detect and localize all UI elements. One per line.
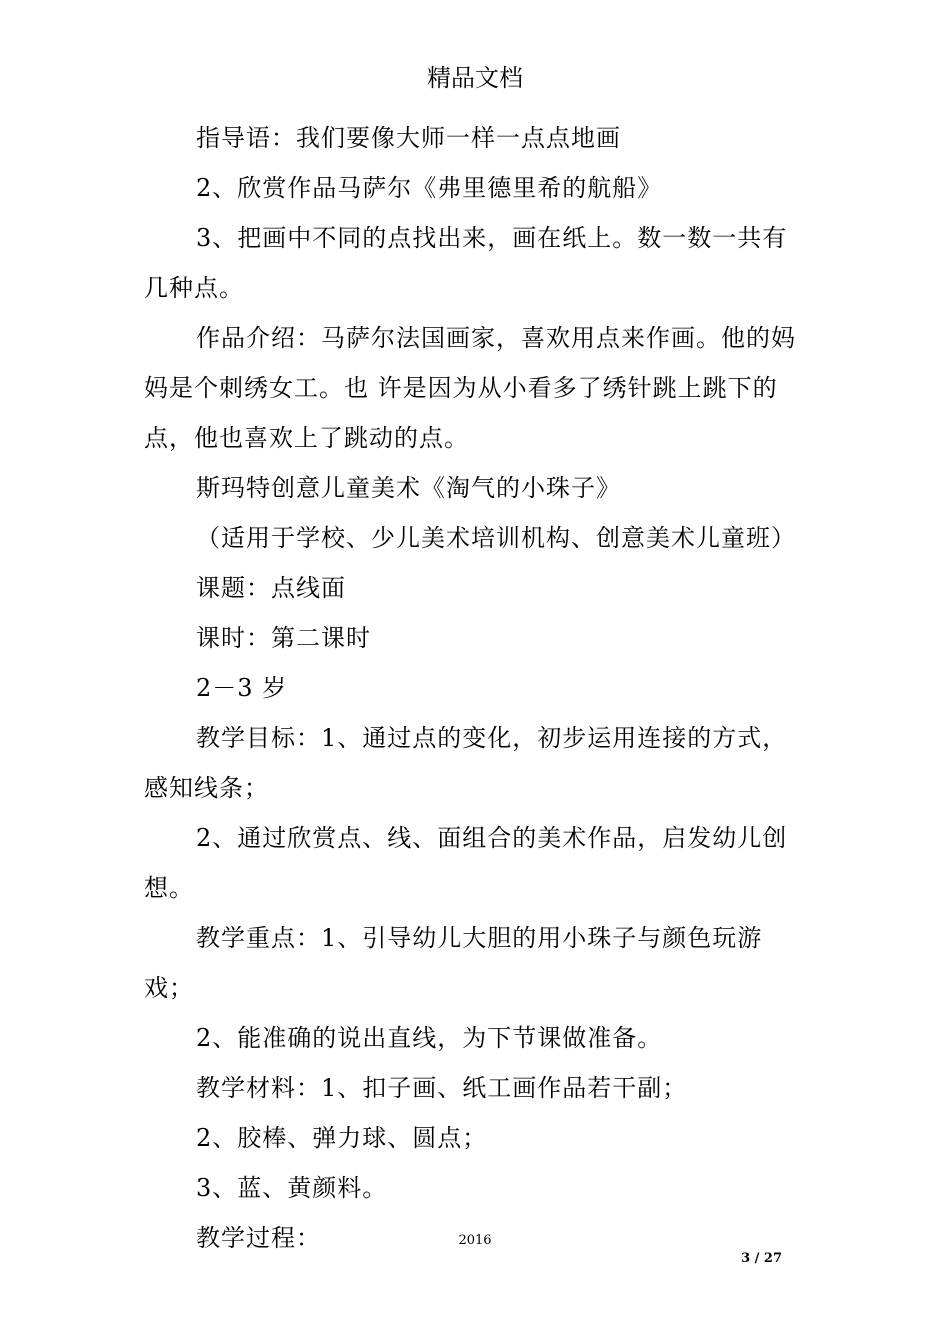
paragraph-teaching-process: 教学过程： — [196, 1224, 321, 1252]
paragraph-course-title: 斯玛特创意儿童美术《淘气的小珠子》 — [196, 474, 621, 502]
paragraph-materials-3: 3、蓝、黄颜料。 — [196, 1174, 388, 1202]
paragraph-materials-2: 2、胶棒、弹力球、圆点； — [196, 1124, 488, 1152]
page-number: 3 / 27 — [741, 1251, 782, 1266]
paragraph-teaching-goal-1: 教学目标：1、通过点的变化，初步运用连接的方式，感知线条； — [144, 724, 788, 802]
paragraph-find-dots: 3、把画中不同的点找出来，画在纸上。数一数一共有几种点。 — [144, 224, 788, 302]
paragraph-guidance: 指导语：我们要像大师一样一点点地画 — [196, 124, 621, 152]
paragraph-artwork-introduction: 作品介绍：马萨尔法国画家，喜欢用点来作画。他的妈妈是个刺绣女工。也 许是因为从小看多了绣针跳上跳下的点，他也喜欢上了跳动的点。 — [144, 324, 796, 452]
paragraph-teaching-focus-2: 2、能准确的说出直线，为下节课做准备。 — [196, 1024, 663, 1052]
paragraph-topic: 课题：点线面 — [196, 574, 346, 602]
paragraph-appreciate-artwork: 2、欣赏作品马萨尔《弗里德里希的航船》 — [196, 174, 663, 202]
paragraph-teaching-focus-1: 教学重点：1、引导幼儿大胆的用小珠子与颜色玩游戏； — [144, 924, 763, 1002]
footer-year: 2016 — [458, 1233, 492, 1248]
paragraph-materials-1: 教学材料：1、扣子画、纸工画作品若干副； — [196, 1074, 688, 1102]
document-body — [144, 113, 810, 1263]
paragraph-teaching-goal-2: 2、通过欣赏点、线、面组合的美术作品，启发幼儿创想。 — [144, 824, 788, 902]
paragraph-age-range: 2－3 岁 — [196, 674, 288, 702]
paragraph-lesson-period: 课时：第二课时 — [196, 624, 371, 652]
paragraph-applicable-scope: （适用于学校、少儿美术培训机构、创意美术儿童班） — [196, 524, 796, 552]
page-header-title: 精品文档 — [427, 64, 523, 92]
